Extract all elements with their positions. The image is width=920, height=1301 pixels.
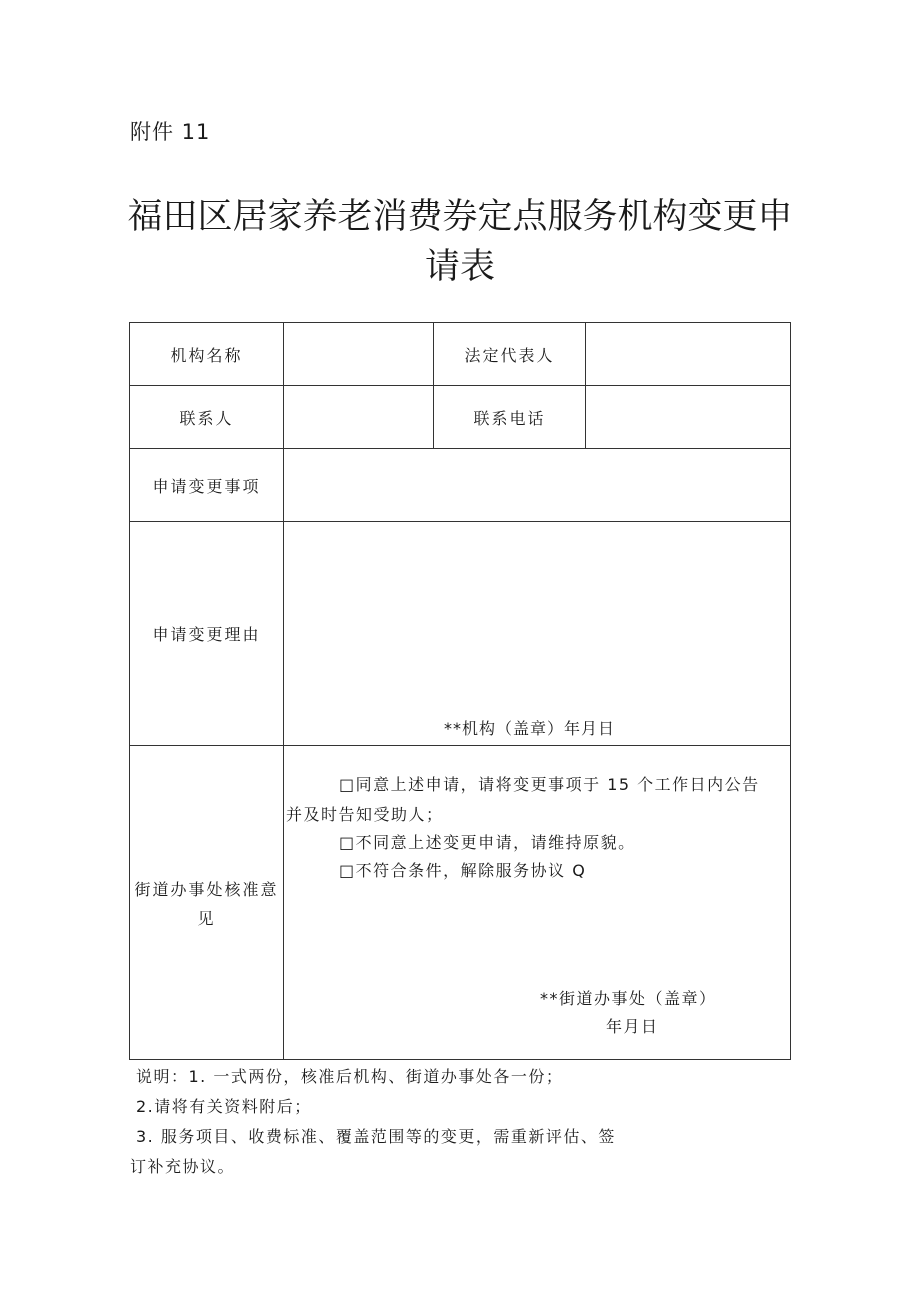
table-row [130, 386, 791, 449]
org-seal-signature: **机构（盖章）年月日 [444, 719, 616, 738]
org-name-field[interactable] [284, 323, 434, 386]
phone-label: 联系电话 [434, 386, 586, 449]
table-row [130, 746, 791, 1060]
option-agree-continued: 并及时告知受助人； [286, 805, 444, 824]
review-label-line-1: 街道办事处核准意 [134, 879, 279, 899]
table-row [130, 449, 791, 522]
option-terminate[interactable]: □不符合条件，解除服务协议 Q [339, 861, 587, 880]
change-items-field[interactable] [284, 449, 791, 522]
contact-label: 联系人 [130, 386, 284, 449]
street-office-seal-signature: **街道办事处（盖章） [540, 989, 717, 1008]
table-row [130, 323, 791, 386]
option-disagree[interactable]: □不同意上述变更申请，请维持原貌。 [339, 833, 636, 852]
change-reason-label: 申请变更理由 [130, 522, 284, 746]
org-name-label: 机构名称 [130, 323, 284, 386]
notes [130, 1062, 616, 1182]
phone-field[interactable] [586, 386, 791, 449]
legal-rep-field[interactable] [586, 323, 791, 386]
note-line-3: 3. 服务项目、收费标准、覆盖范围等的变更，需重新评估、签 [136, 1127, 616, 1146]
option-agree[interactable]: □同意上述申请，请将变更事项于 15 个工作日内公告 [339, 775, 760, 794]
change-reason-field[interactable] [284, 522, 791, 746]
note-line-2: 2.请将有关资料附后； [136, 1097, 312, 1116]
legal-rep-label: 法定代表人 [434, 323, 586, 386]
application-form-table [129, 322, 791, 1060]
title-line-2: 请表 [424, 247, 495, 287]
review-opinion-label [130, 746, 284, 1060]
review-date: 年月日 [606, 1017, 659, 1036]
review-opinion-field [284, 746, 791, 1060]
note-line-4: 订补充协议。 [130, 1157, 236, 1176]
attachment-label: 附件 11 [130, 120, 211, 144]
review-label-line-2: 见 [197, 908, 216, 928]
note-line-1: 说明：1. 一式两份，核准后机构、街道办事处各一份； [136, 1067, 564, 1086]
table-row [130, 522, 791, 746]
title-line-1: 福田区居家养老消费券定点服务机构变更申 [127, 197, 793, 237]
page-title [100, 192, 820, 292]
contact-field[interactable] [284, 386, 434, 449]
change-items-label: 申请变更事项 [130, 449, 284, 522]
